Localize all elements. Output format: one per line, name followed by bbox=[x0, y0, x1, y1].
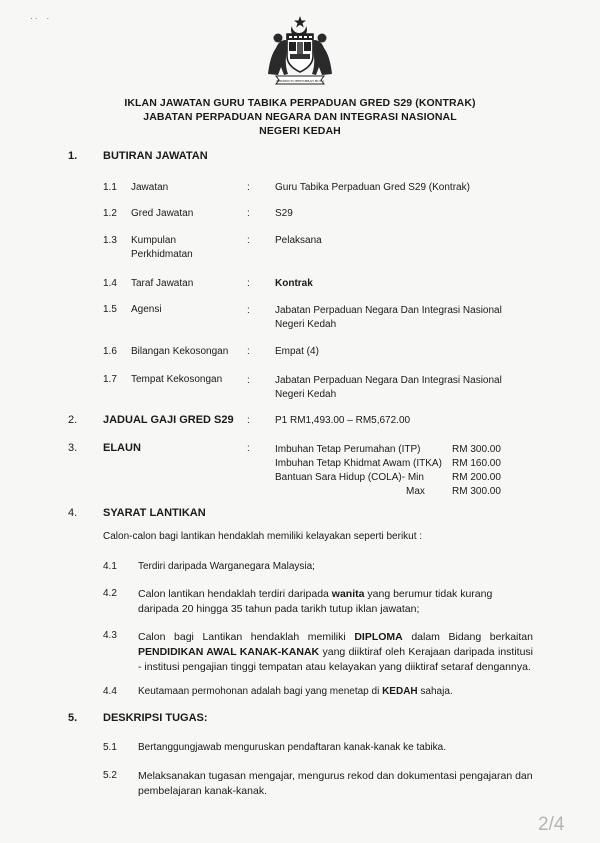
row-1-4-colon: : bbox=[247, 278, 250, 289]
salary-scale-value: P1 RM1,493.00 – RM5,672.00 bbox=[275, 415, 411, 426]
document-title-line-2: JABATAN PERPADUAN NEGARA DAN INTEGRASI NASIONAL bbox=[143, 111, 457, 123]
section-3-colon: : bbox=[247, 443, 250, 454]
malaysia-coat-of-arms-icon bbox=[262, 14, 338, 86]
item-4-2-text-b: yang berumur tidak kurang daripada 20 hingga 35 tahun pada tarikh tutup iklan jawatan; bbox=[138, 588, 493, 615]
item-4-3-bold-diploma: DIPLOMA bbox=[354, 631, 403, 643]
page-indicator: 2/4 bbox=[538, 814, 565, 835]
item-4-4-number: 4.4 bbox=[103, 686, 117, 697]
section-5-number: 5. bbox=[68, 712, 78, 724]
item-4-4-text bbox=[138, 686, 453, 697]
row-1-6-colon: : bbox=[247, 346, 250, 357]
row-1-1-number: 1.1 bbox=[103, 182, 117, 193]
item-4-2-bold: wanita bbox=[331, 588, 365, 600]
section-2-title: JADUAL GAJI GRED S29 bbox=[103, 414, 234, 426]
item-4-3-number: 4.3 bbox=[103, 630, 117, 641]
item-4-1-text: Terdiri daripada Warganegara Malaysia; bbox=[138, 561, 315, 572]
allowance-amount: RM 300.00 bbox=[452, 486, 501, 497]
row-1-6-label: Bilangan Kekosongan bbox=[131, 346, 229, 357]
row-1-5-colon: : bbox=[247, 305, 250, 316]
allowance-amount: RM 160.00 bbox=[452, 458, 501, 469]
item-4-2-number: 4.2 bbox=[103, 588, 117, 599]
row-1-4-value: Kontrak bbox=[275, 278, 313, 289]
row-1-7-label: Tempat Kekosongan bbox=[131, 374, 223, 385]
row-1-3-number: 1.3 bbox=[103, 235, 117, 246]
section-4-title: SYARAT LANTIKAN bbox=[103, 507, 206, 519]
section-4-number: 4. bbox=[68, 507, 78, 519]
item-5-1-text: Bertanggungjawab menguruskan pendaftaran kanak-kanak ke tabika. bbox=[138, 742, 446, 753]
allowance-amount: RM 300.00 bbox=[452, 444, 501, 455]
section-2-number: 2. bbox=[68, 414, 78, 426]
section-5-title: DESKRIPSI TUGAS: bbox=[103, 712, 208, 724]
item-4-3-text-c: yang diiktiraf oleh Kerajaan daripada institusi - institusi pengajian tinggi tempatan atau kelayakan yang diiktiraf setaraf dengannya. bbox=[138, 646, 534, 673]
row-1-7-number: 1.7 bbox=[103, 374, 117, 385]
allowance-label: Imbuhan Tetap Perumahan (ITP) bbox=[275, 444, 421, 455]
item-5-2-text: Melaksanakan tugasan mengajar, mengurus rekod dan dokumentasi pengajaran dan pembelajaran kanak-kanak. bbox=[138, 770, 533, 797]
row-1-3-colon: : bbox=[247, 235, 250, 246]
item-4-4-bold: KEDAH bbox=[382, 686, 418, 697]
allowance-label: Max bbox=[406, 486, 425, 497]
item-4-4-text-b: sahaja. bbox=[417, 686, 453, 697]
document-title-line-3: NEGERI KEDAH bbox=[259, 125, 341, 137]
allowance-label: Bantuan Sara Hidup (COLA)- Min bbox=[275, 472, 424, 483]
allowance-amount: RM 200.00 bbox=[452, 472, 501, 483]
row-1-5-label: Agensi bbox=[131, 304, 162, 315]
section-1-title: BUTIRAN JAWATAN bbox=[103, 150, 208, 162]
item-4-2-text-a: Calon lantikan hendaklah terdiri daripada bbox=[138, 588, 332, 600]
section-1-number: 1. bbox=[68, 150, 78, 162]
row-1-5-value-line-2: Negeri Kedah bbox=[275, 319, 337, 330]
scan-specks: · · · bbox=[30, 14, 50, 23]
row-1-1-label: Jawatan bbox=[131, 182, 169, 193]
row-1-5-value: Jabatan Perpaduan Negara Dan Integrasi Nasional bbox=[275, 305, 502, 316]
crest-motto: BERSEKUTU BERTAMBAH MUTU bbox=[276, 79, 324, 83]
row-1-4-number: 1.4 bbox=[103, 278, 117, 289]
item-4-3-bold-field: PENDIDIKAN AWAL KANAK-KANAK bbox=[138, 646, 320, 658]
row-1-3-value: Pelaksana bbox=[275, 235, 322, 246]
section-3-title: ELAUN bbox=[103, 442, 141, 454]
row-1-7-value: Jabatan Perpaduan Negara Dan Integrasi Nasional bbox=[275, 375, 502, 386]
row-1-1-value: Guru Tabika Perpaduan Gred S29 (Kontrak) bbox=[275, 182, 470, 193]
row-1-2-label: Gred Jawatan bbox=[131, 208, 194, 219]
item-4-4-text-a: Keutamaan permohonan adalah bagi yang menetap di bbox=[138, 686, 383, 697]
row-1-7-value-line-2: Negeri Kedah bbox=[275, 389, 337, 400]
row-1-2-value: S29 bbox=[275, 208, 293, 219]
row-1-4-label: Taraf Jawatan bbox=[131, 278, 194, 289]
document-title-line-1: IKLAN JAWATAN GURU TABIKA PERPADUAN GRED S29 (KONTRAK) bbox=[124, 97, 476, 109]
row-1-6-value: Empat (4) bbox=[275, 346, 319, 357]
item-4-3-text-a: Calon bagi Lantikan hendaklah memiliki bbox=[138, 631, 355, 643]
row-1-3-label-line-2: Perkhidmatan bbox=[131, 249, 193, 260]
item-5-2-number: 5.2 bbox=[103, 770, 117, 781]
row-1-3-label: Kumpulan bbox=[131, 235, 177, 246]
item-4-3-text bbox=[138, 630, 533, 675]
allowance-label: Imbuhan Tetap Khidmat Awam (ITKA) bbox=[275, 458, 442, 469]
section-3-number: 3. bbox=[68, 442, 78, 454]
row-1-1-colon: : bbox=[247, 182, 250, 193]
item-4-1-number: 4.1 bbox=[103, 561, 117, 572]
row-1-2-number: 1.2 bbox=[103, 208, 117, 219]
item-4-3-text-b: dalam Bidang berkaitan bbox=[402, 631, 533, 643]
section-2-colon: : bbox=[247, 415, 250, 426]
item-5-1-number: 5.1 bbox=[103, 742, 117, 753]
row-1-2-colon: : bbox=[247, 208, 250, 219]
section-4-intro: Calon-calon bagi lantikan hendaklah memiliki kelayakan seperti berikut : bbox=[103, 531, 423, 542]
row-1-7-colon: : bbox=[247, 375, 250, 386]
row-1-5-number: 1.5 bbox=[103, 304, 117, 315]
item-4-2-text bbox=[138, 587, 531, 617]
row-1-6-number: 1.6 bbox=[103, 346, 117, 357]
